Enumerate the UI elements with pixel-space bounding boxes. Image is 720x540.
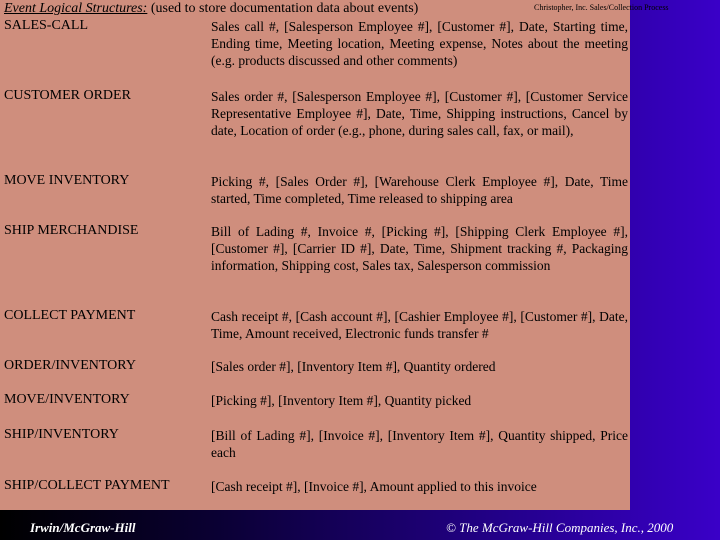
- event-attributes: [Picking #], [Inventory Item #], Quantity picked: [211, 393, 472, 408]
- event-attributes: Sales call #, [Salesperson Employee #], [Customer #], Date, Starting time, Ending time, Meeting location, Meeting expense, Notes about the meeting (e.g. products discussed and other comments): [211, 19, 628, 68]
- slide-title: [4, 1, 418, 17]
- event-attributes: Cash receipt #, [Cash account #], [Cashier Employee #], [Customer #], Date, Time, Amount received, Electronic funds transfer #: [211, 309, 628, 341]
- publisher-label: Irwin/McGraw-Hill: [30, 520, 136, 535]
- event-attributes: [Bill of Lading #], [Invoice #], [Inventory Item #], Quantity shipped, Price each: [211, 428, 628, 460]
- event-name: MOVE/INVENTORY: [4, 392, 130, 407]
- event-name: ORDER/INVENTORY: [4, 358, 136, 373]
- event-attributes: Bill of Lading #, Invoice #, [Picking #], [Shipping Clerk Employee #], [Customer #], [Carrier ID #], Date, Time, Shipment tracking #, Packaging information, Shipping cost, Sales tax, Salesperson commission: [211, 224, 628, 273]
- slide-title-rest: (used to store documentation data about events): [147, 1, 419, 16]
- slide-title-emphasis: Event Logical Structures:: [4, 1, 148, 16]
- header-note: Christopher, Inc. Sales/Collection Process: [534, 3, 669, 12]
- event-attributes: [Sales order #], [Inventory Item #], Quantity ordered: [211, 359, 496, 374]
- copyright-notice: © The McGraw-Hill Companies, Inc., 2000: [446, 520, 674, 535]
- event-name: SHIP/INVENTORY: [4, 427, 119, 442]
- event-attributes: Sales order #, [Salesperson Employee #], [Customer #], [Customer Service Representative Employee #], Date, Time, Shipping instructions, Cancel by date, Location of order (e.g., phone, during sales call, fax, or mail),: [211, 89, 628, 138]
- event-name: SHIP/COLLECT PAYMENT: [4, 478, 170, 493]
- event-name: SHIP MERCHANDISE: [4, 223, 139, 238]
- event-name: COLLECT PAYMENT: [4, 308, 136, 323]
- event-name: SALES-CALL: [4, 18, 88, 33]
- event-attributes: Picking #, [Sales Order #], [Warehouse Clerk Employee #], Date, Time started, Time completed, Time released to shipping area: [211, 174, 628, 206]
- event-name: MOVE INVENTORY: [4, 173, 130, 188]
- event-attributes: [Cash receipt #], [Invoice #], Amount applied to this invoice: [211, 479, 537, 494]
- event-name: CUSTOMER ORDER: [4, 88, 131, 103]
